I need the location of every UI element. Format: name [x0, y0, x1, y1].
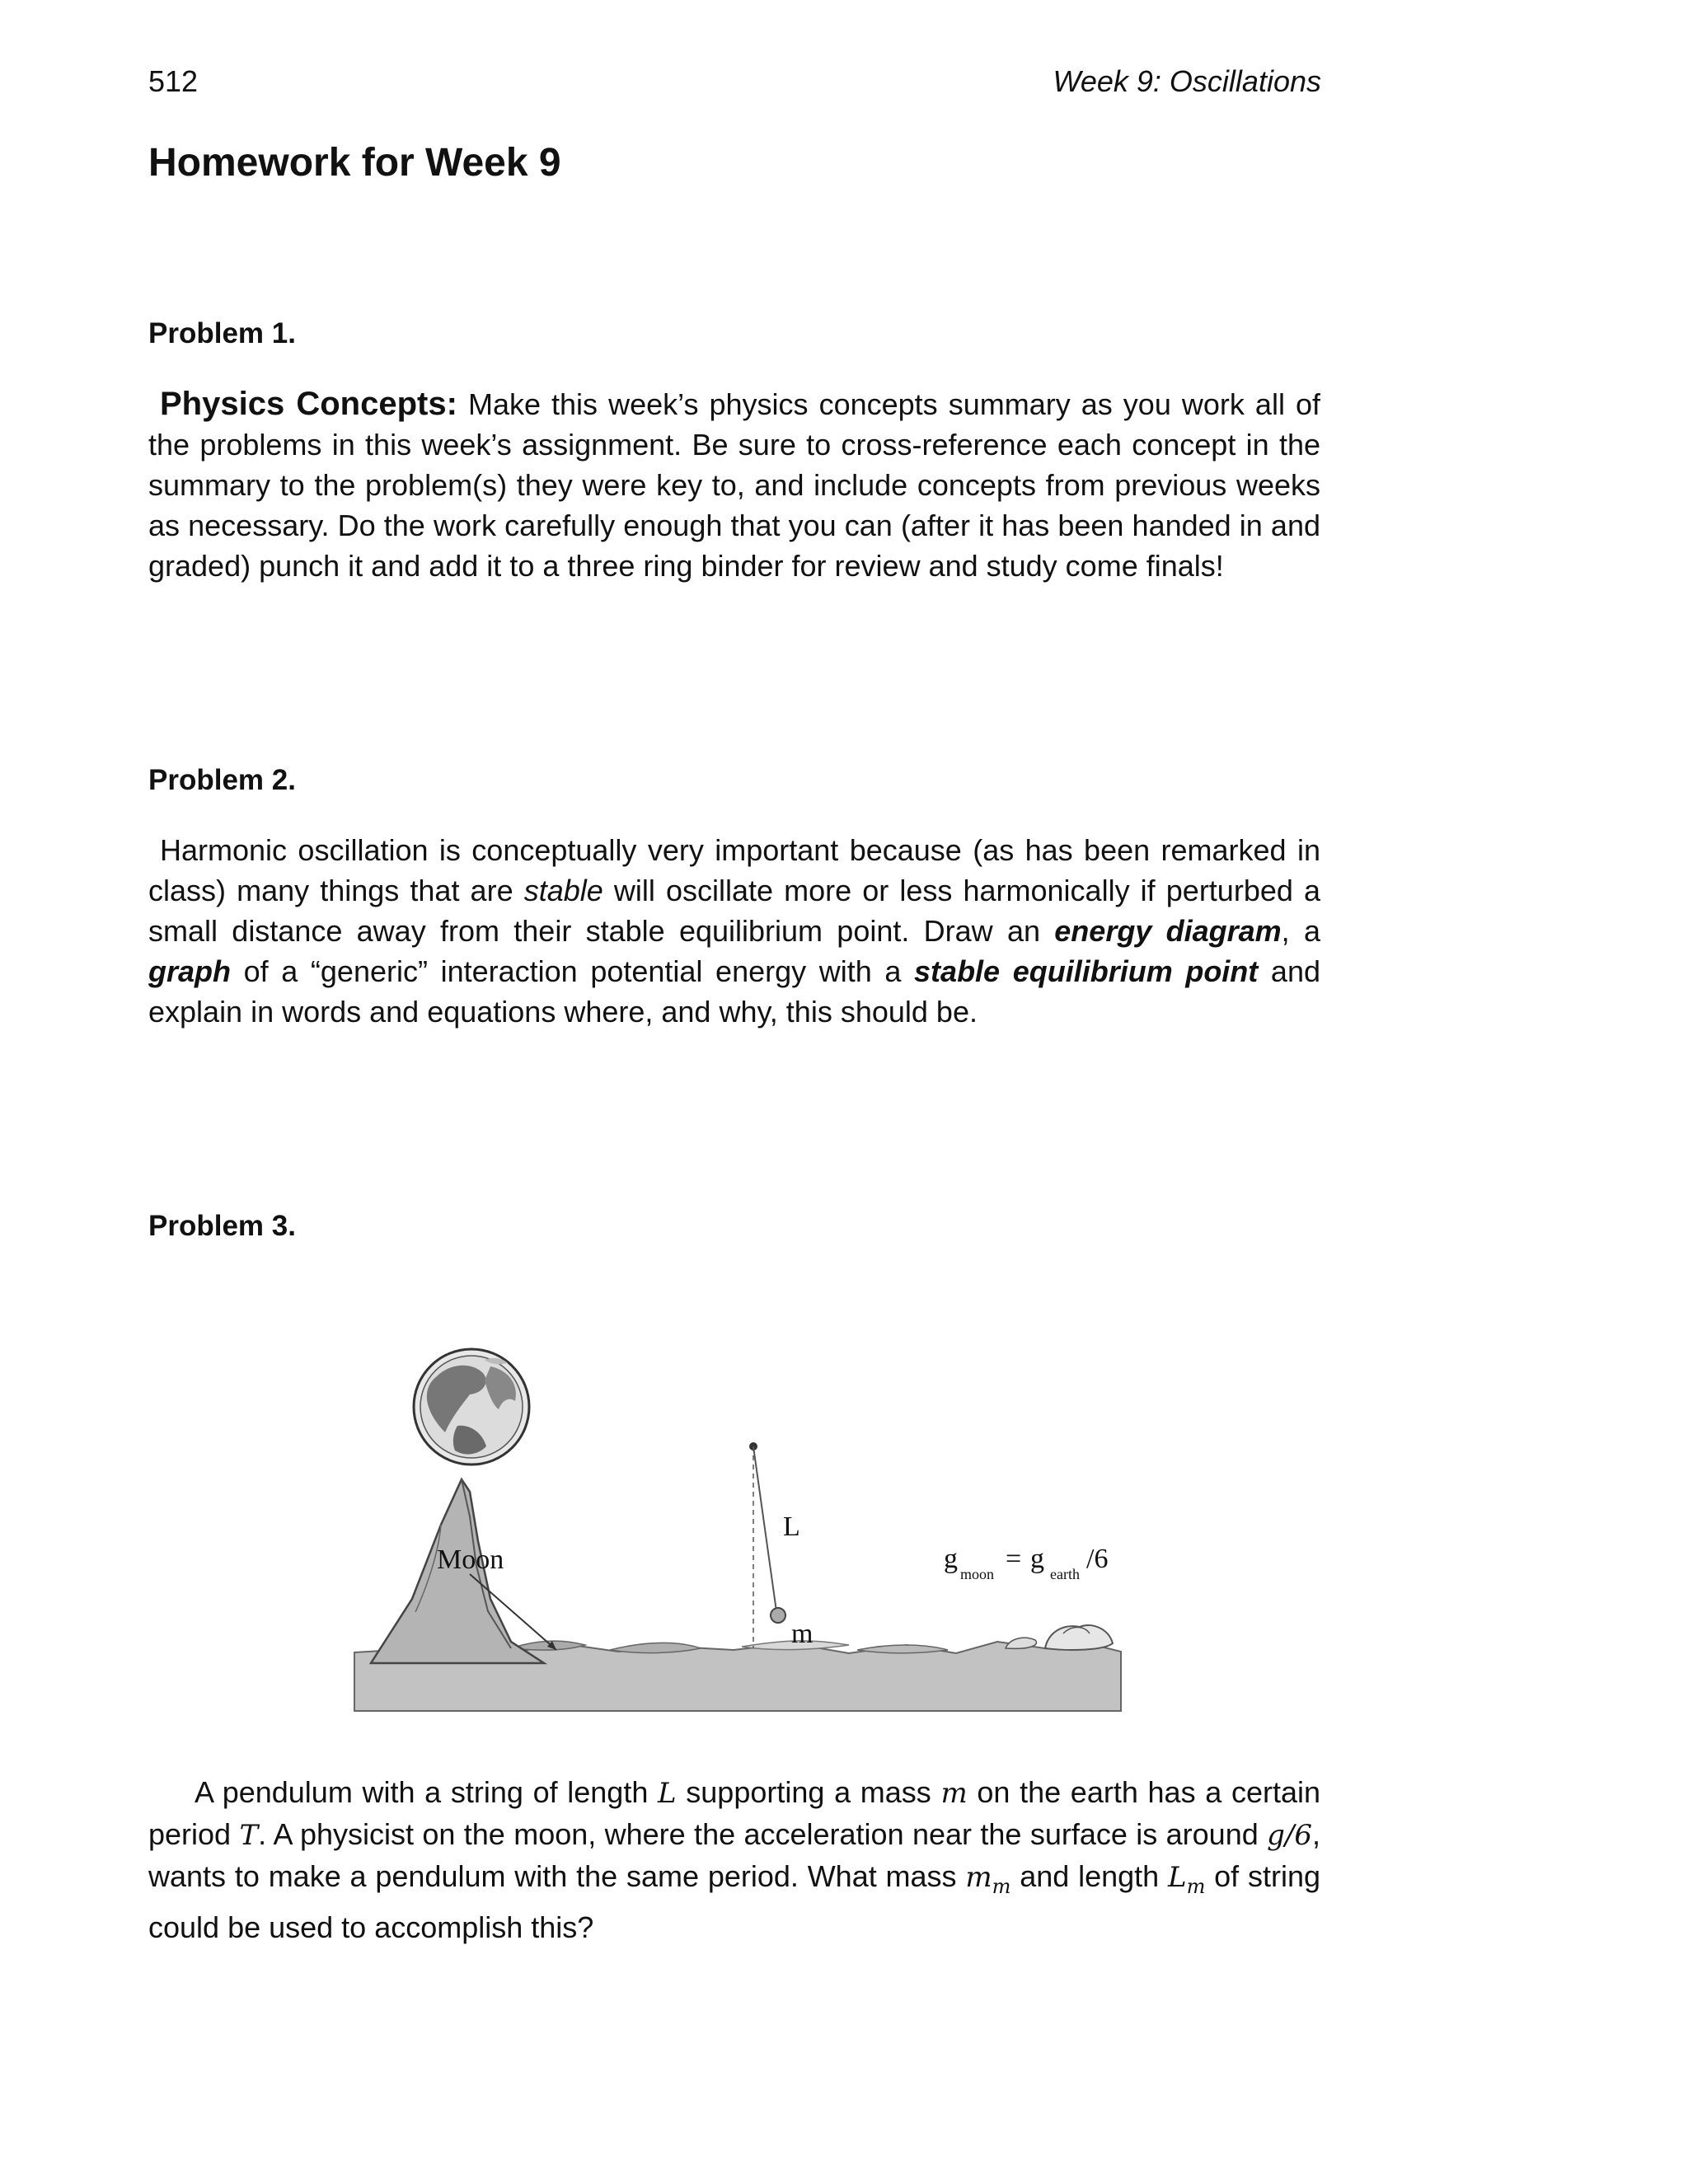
- symbol-L-m: L: [1167, 1861, 1187, 1894]
- pendulum: [749, 1442, 785, 1648]
- emphasis-graph: graph: [148, 954, 232, 988]
- equals-sign: =: [1006, 1544, 1022, 1574]
- problem-3-text-part: on the earth has a certain period: [148, 1775, 1320, 1851]
- problem-3-text-part: , wants to make a pendulum with the same period. What mass: [148, 1817, 1320, 1893]
- problem-3-text-part: and length: [1010, 1859, 1168, 1893]
- divisor: /6: [1086, 1544, 1109, 1574]
- problem-2-text-part: Harmonic oscillation is conceptually very important because (as has been remarked in class) many things that are: [148, 833, 1320, 907]
- g-symbol: g: [944, 1544, 958, 1574]
- symbol-T: T: [239, 1819, 259, 1852]
- moon-subscript: moon: [960, 1566, 995, 1582]
- pendulum-mass: [771, 1608, 785, 1623]
- problem-1-heading: Problem 1.: [148, 317, 296, 349]
- g-symbol: g: [1030, 1544, 1044, 1574]
- page-title: Homework for Week 9: [148, 141, 561, 185]
- problem-3-text-part: of string could be used to accomplish this?: [148, 1859, 1321, 1945]
- emphasis-stable-equilibrium-point: stable equilibrium point: [914, 954, 1259, 988]
- page-number: 512: [148, 64, 199, 98]
- mass-label: m: [791, 1619, 814, 1649]
- problem-2-text-part: will oscillate more or less harmonically if perturbed a small distance away from their stable equilibrium point. Draw an: [148, 874, 1321, 948]
- symbol-g-over-6: g/6: [1267, 1819, 1312, 1852]
- moon-surface: [354, 1479, 1121, 1711]
- problem-3-heading: Problem 3.: [148, 1210, 296, 1242]
- problem-1-text: [148, 384, 1320, 586]
- gravity-relation: [944, 1544, 1108, 1582]
- problem-2-text: [148, 830, 1320, 1032]
- running-title: Week 9: Oscillations: [1053, 64, 1321, 98]
- pendulum-on-moon-figure: [346, 1327, 1137, 1722]
- symbol-m-m-subscript: m: [992, 1875, 1011, 1899]
- earth-subscript: earth: [1050, 1566, 1080, 1582]
- earth-icon: [414, 1349, 529, 1465]
- symbol-m: m: [940, 1777, 968, 1810]
- problem-3-text-part: . A physicist on the moon, where the acceleration near the surface is around: [258, 1817, 1268, 1851]
- problem-2-heading: Problem 2.: [148, 764, 296, 796]
- moon-label: Moon: [437, 1544, 504, 1575]
- problem-1-body: Make this week’s physics concepts summary as you work all of the problems in this week’s assignment. Be sure to cross-reference each concept in the summary to the problem(s) they were key to, and include concepts from previous weeks as necessary. Do the work carefully enough that you can (after it has been handed in and graded) punch it and add it to a three ring binder for review and study come finals!: [148, 387, 1320, 583]
- problem-3-text-part: A pendulum with a string of length: [195, 1775, 659, 1809]
- symbol-L-m-subscript: m: [1186, 1875, 1206, 1899]
- emphasis-stable: stable: [523, 874, 603, 907]
- problem-2-text-part: , a: [1281, 914, 1320, 948]
- problem-2-text-part: of a “generic” interaction potential energy with a: [231, 954, 915, 988]
- symbol-L: L: [658, 1777, 677, 1810]
- emphasis-energy-diagram: energy diagram: [1054, 914, 1282, 948]
- problem-3-text-part: supporting a mass: [676, 1775, 941, 1809]
- problem-2-text-part: and explain in words and equations where, and why, this should be.: [148, 954, 1320, 1029]
- problem-3-text: [148, 1772, 1320, 1947]
- length-label: L: [783, 1511, 800, 1542]
- physics-concepts-lead: Physics Concepts:: [160, 386, 457, 422]
- symbol-m-m: m: [965, 1861, 992, 1894]
